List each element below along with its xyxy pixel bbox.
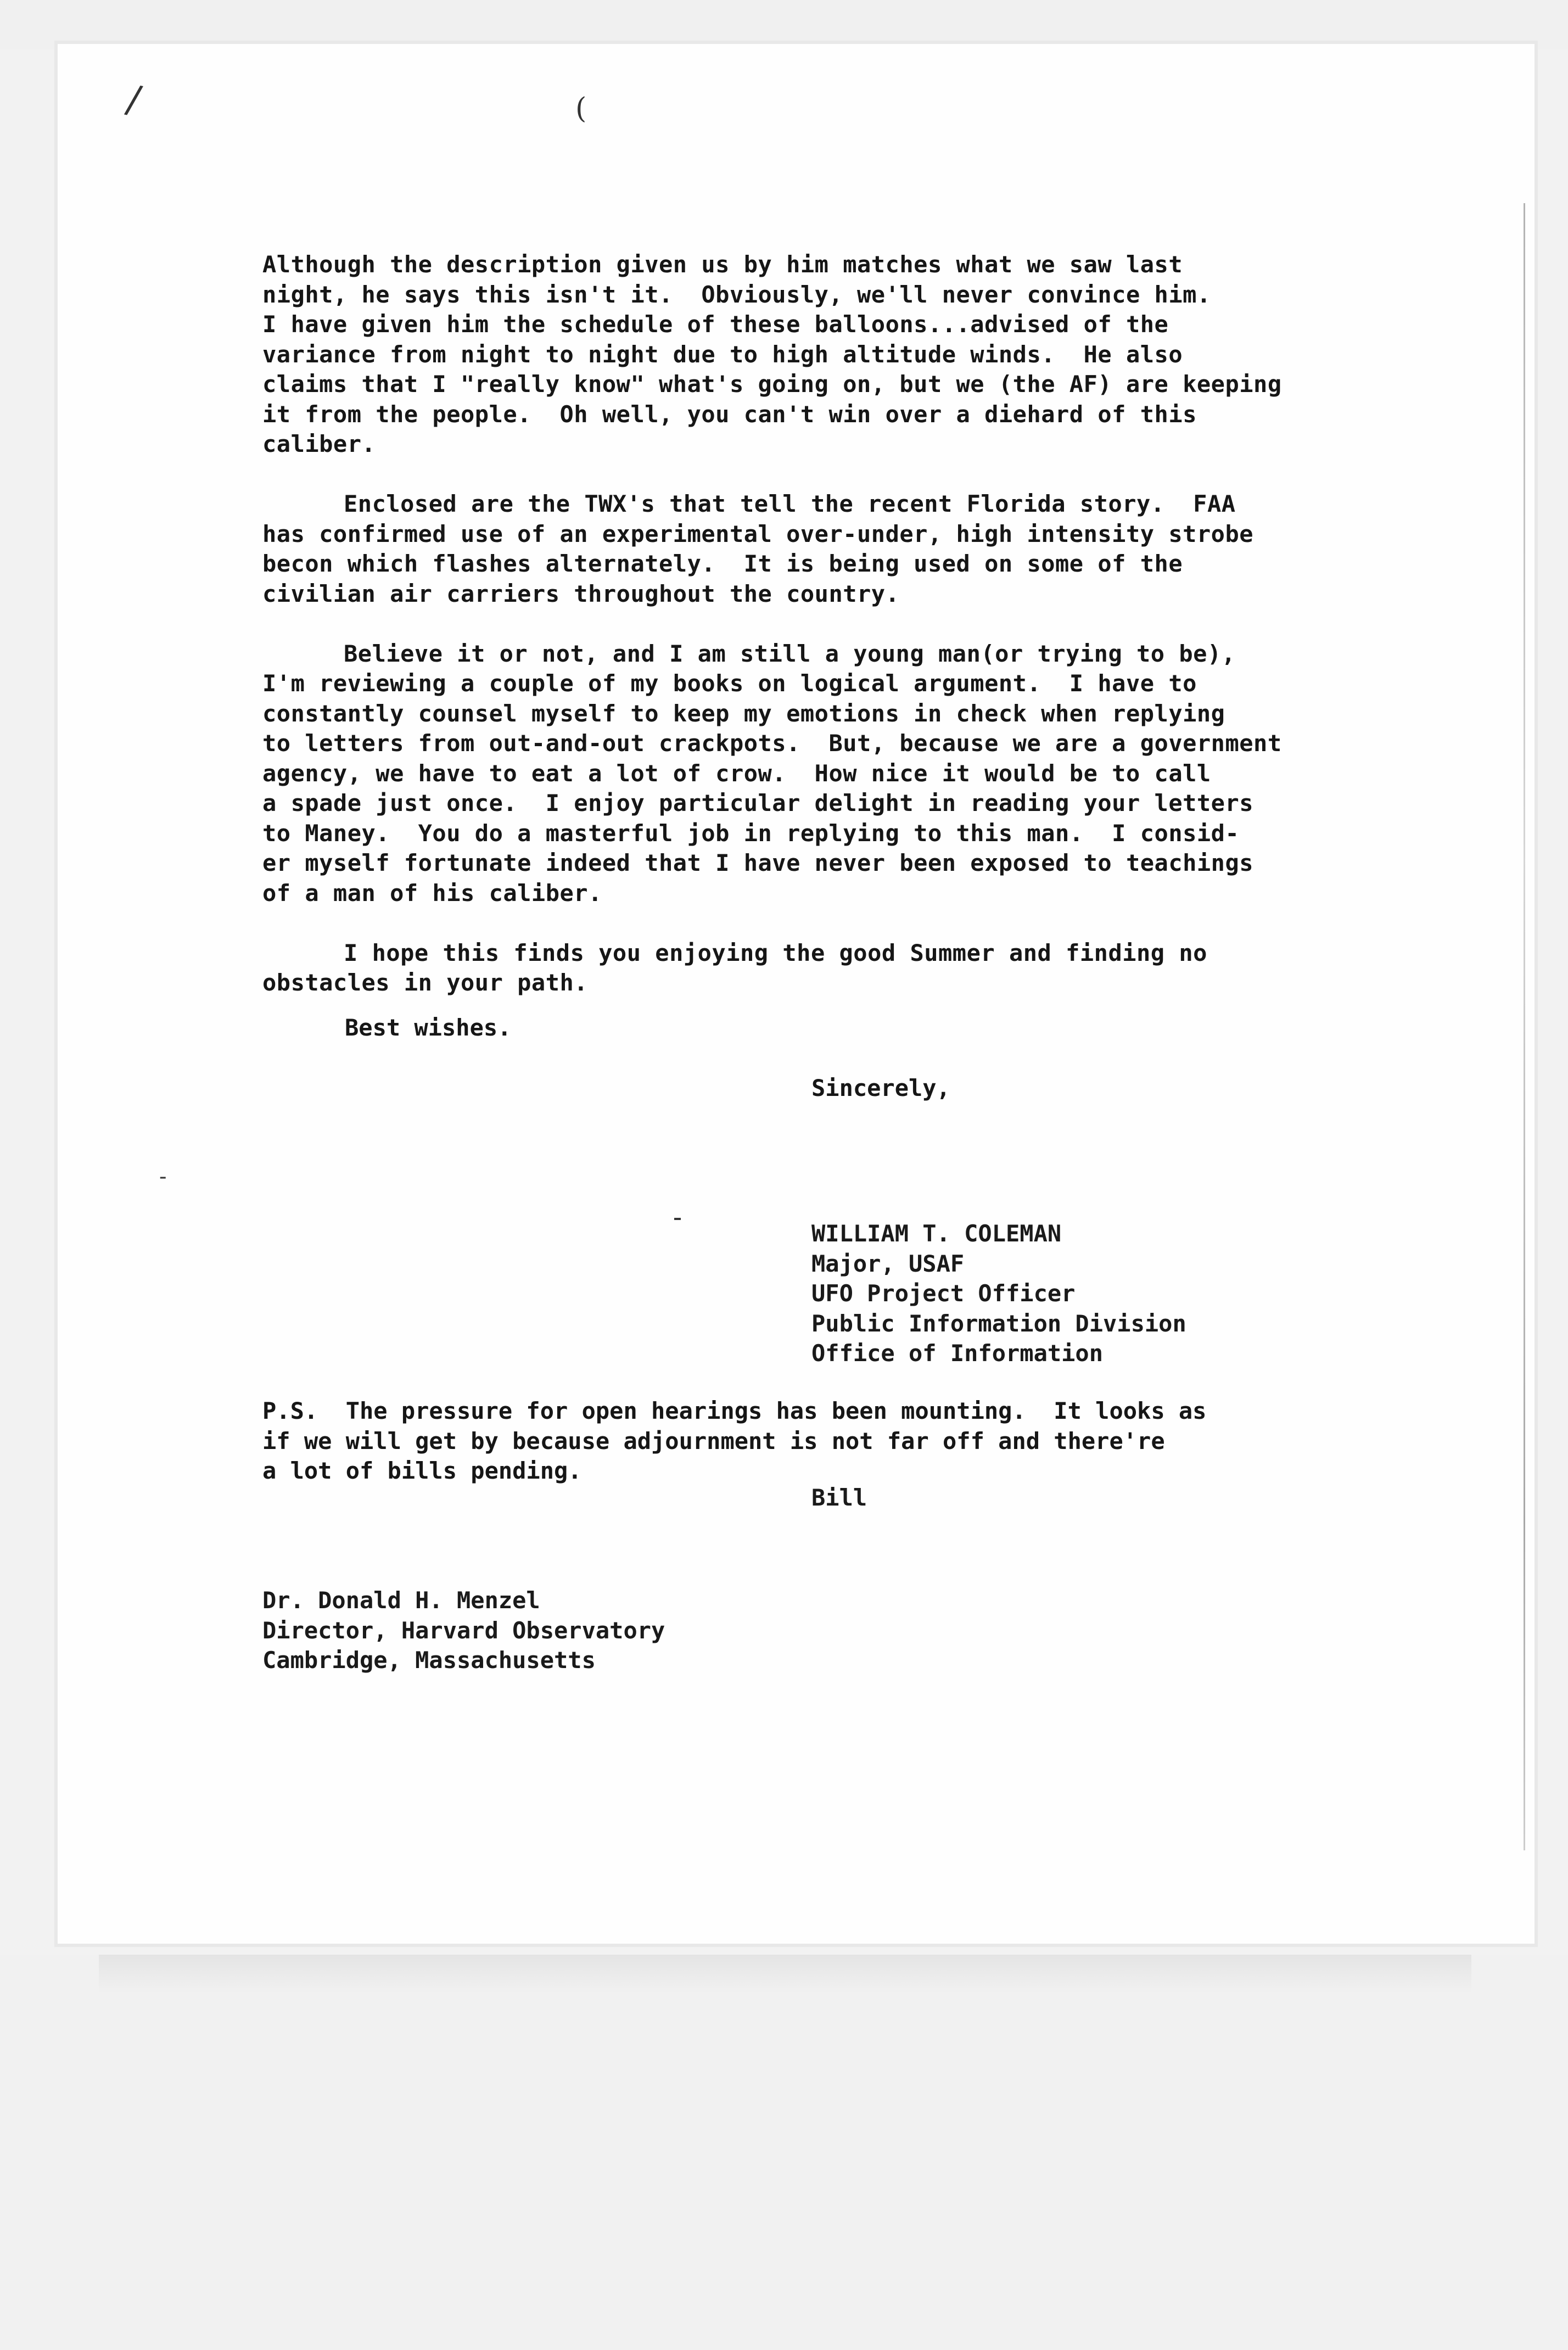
- sign-off: Sincerely,: [811, 1075, 950, 1101]
- paragraph-3: [262, 639, 1360, 909]
- stray-pen-mark: /: [122, 76, 145, 123]
- addressee-block: [262, 1586, 665, 1676]
- signer-division: Public Information Division: [811, 1310, 1186, 1337]
- page-edge-line: [1524, 203, 1525, 1850]
- text-line: I have given him the schedule of these balloons...advised of the: [262, 311, 1169, 338]
- text-line: Believe it or not, and I am still a young man(or trying to be),: [344, 640, 1236, 667]
- text-line: to Maney. You do a masterful job in replying to this man. I consid-: [262, 819, 1240, 847]
- margin-tick-mark: -: [159, 1164, 167, 1189]
- addressee-name: Dr. Donald H. Menzel: [262, 1587, 540, 1614]
- signature-dash: [674, 1218, 681, 1220]
- postscript-line: if we will get by because adjournment is not far off and there're: [262, 1427, 1165, 1454]
- letter-body: [262, 250, 1360, 1028]
- postscript-line: a lot of bills pending.: [262, 1457, 582, 1484]
- text-line: it from the people. Oh well, you can't win over a diehard of this: [262, 400, 1197, 428]
- text-line: becon which flashes alternately. It is being used on some of the: [262, 550, 1183, 577]
- text-line: Although the description given us by him matches what we saw last: [262, 251, 1183, 278]
- paragraph-2: [262, 489, 1360, 609]
- text-line: constantly counsel myself to keep my emotions in check when replying: [262, 700, 1225, 727]
- scan-background-top: [0, 0, 1568, 49]
- text-line: Enclosed are the TWX's that tell the recent Florida story. FAA: [344, 490, 1236, 517]
- text-line: variance from night to night due to high altitude winds. He also: [262, 340, 1183, 368]
- postscript-signature: Bill: [811, 1484, 867, 1511]
- postscript: [262, 1396, 1206, 1486]
- text-line: night, he says this isn't it. Obviously, we'll never convince him.: [262, 281, 1211, 308]
- text-line: obstacles in your path.: [262, 969, 589, 996]
- addressee-title: Director, Harvard Observatory: [262, 1616, 665, 1644]
- text-line: I'm reviewing a couple of my books on logical argument. I have to: [262, 670, 1197, 697]
- text-line: claims that I "really know" what's going on, but we (the AF) are keeping: [262, 371, 1282, 398]
- signature-block: [811, 1219, 1186, 1369]
- text-line: agency, we have to eat a lot of crow. How nice it would be to call: [262, 759, 1211, 787]
- text-line: caliber.: [262, 430, 376, 457]
- sheet-shadow: [99, 1955, 1471, 1993]
- text-line: to letters from out-and-out crackpots. But, because we are a government: [262, 730, 1282, 757]
- closing-best-wishes: Best wishes.: [345, 1014, 512, 1041]
- addressee-location: Cambridge, Massachusetts: [262, 1647, 596, 1674]
- text-line: civilian air carriers throughout the country.: [262, 580, 900, 607]
- signer-title: UFO Project Officer: [811, 1280, 1076, 1307]
- text-line: I hope this finds you enjoying the good Summer and finding no: [344, 939, 1207, 966]
- postscript-line: P.S. The pressure for open hearings has been mounting. It looks as: [262, 1397, 1207, 1424]
- signer-rank: Major, USAF: [811, 1250, 965, 1277]
- stray-paren-mark: (: [575, 92, 587, 125]
- signer-office: Office of Information: [811, 1340, 1104, 1367]
- paragraph-1: [262, 250, 1360, 460]
- text-line: has confirmed use of an experimental over-under, high intensity strobe: [262, 520, 1254, 547]
- text-line: er myself fortunate indeed that I have never been exposed to teachings: [262, 849, 1254, 876]
- text-line: of a man of his caliber.: [262, 879, 602, 907]
- paragraph-4: [262, 938, 1360, 998]
- scan-background-bottom: [0, 1955, 1568, 2350]
- signer-name: WILLIAM T. COLEMAN: [811, 1220, 1062, 1247]
- text-line: a spade just once. I enjoy particular delight in reading your letters: [262, 790, 1254, 816]
